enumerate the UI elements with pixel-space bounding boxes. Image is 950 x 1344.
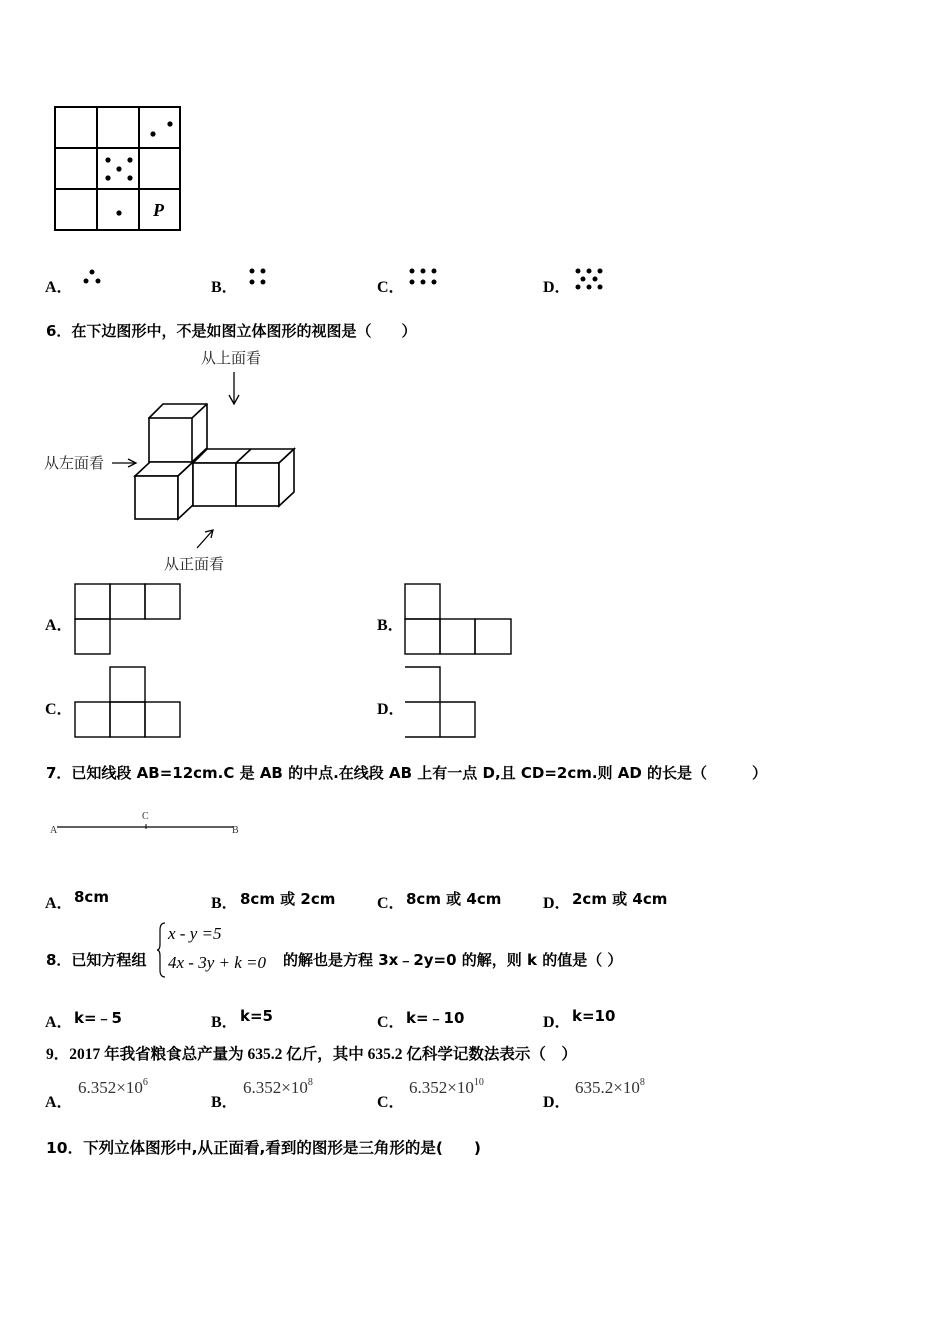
question-8-prefix: 8．已知方程组 — [46, 951, 147, 969]
label-from-top: 从上面看 — [201, 349, 262, 367]
view-figure-d — [404, 666, 480, 740]
option-letter: B． — [211, 1094, 238, 1111]
question-9-title: 9．2017 年我省粮食总产量为 635.2 亿斤，其中 635.2 亿科学记数法表示（ ） — [46, 1046, 577, 1063]
question-7-title: 7．已知线段 AB=12cm.C 是 AB 的中点.在线段 AB 上有一点 D,且 CD=2cm.则 AD 的长是（ ） — [46, 764, 768, 782]
option-letter: B． — [211, 1014, 238, 1031]
label-from-front: 从正面看 — [164, 555, 225, 573]
option-text: k=﹣5 — [74, 1009, 122, 1027]
option-exponent: 10 — [473, 1077, 484, 1088]
point-b-label: B — [232, 825, 239, 836]
option-letter: D． — [543, 895, 571, 912]
point-a-label: A — [50, 825, 58, 836]
view-figure-c — [74, 666, 184, 740]
option-value — [243, 1077, 313, 1098]
option-exponent: 8 — [307, 1077, 313, 1088]
question-6-title: 6．在下边图形中，不是如图立体图形的视图是（ ） — [46, 322, 417, 340]
option-letter: A． — [45, 279, 73, 296]
system-brace — [157, 922, 167, 978]
option-text: 8cm 或 4cm — [406, 890, 502, 908]
option-letter: A． — [45, 1094, 73, 1111]
segment-ab-figure — [55, 824, 237, 830]
option-value — [78, 1077, 148, 1098]
option-letter: D． — [377, 701, 405, 718]
label-from-left: 从左面看 — [44, 454, 105, 472]
option-letter: D． — [543, 279, 571, 296]
option-text: k=﹣10 — [406, 1009, 465, 1027]
option-letter: D． — [543, 1014, 571, 1031]
point-c-label: C — [142, 811, 149, 822]
option-text: k=5 — [240, 1007, 273, 1025]
option-letter: B． — [377, 617, 404, 634]
grid-p-label: P — [153, 200, 164, 220]
option-letter: C． — [377, 895, 405, 912]
question-10-title: 10．下列立体图形中,从正面看,看到的图形是三角形的是( ) — [46, 1139, 482, 1157]
option-exponent: 8 — [639, 1077, 645, 1088]
option-exponent: 6 — [142, 1077, 148, 1088]
option-letter: A． — [45, 1014, 73, 1031]
view-figure-a — [74, 583, 184, 657]
option-value — [409, 1077, 484, 1098]
option-base: 6.352×10 — [78, 1078, 143, 1097]
option-base: 6.352×10 — [243, 1078, 308, 1097]
cube-solid-figure — [0, 0, 950, 600]
option-letter: B． — [211, 279, 238, 296]
option-letter: C． — [45, 701, 73, 718]
option-letter: C． — [377, 1094, 405, 1111]
option-text: 2cm 或 4cm — [572, 890, 668, 908]
option-base: 6.352×10 — [409, 1078, 474, 1097]
question-8-suffix: 的解也是方程 3x﹣2y=0 的解，则 k 的值是（ ） — [283, 951, 623, 969]
option-letter: C． — [377, 279, 405, 296]
option-value — [575, 1077, 645, 1098]
view-figure-b — [404, 583, 516, 657]
option-letter: C． — [377, 1014, 405, 1031]
option-text: 8cm 或 2cm — [240, 890, 336, 908]
equation-2: 4x - 3y + k =0 — [168, 953, 266, 972]
option-text: k=10 — [572, 1007, 616, 1025]
option-base: 635.2×10 — [575, 1078, 640, 1097]
option-letter: B． — [211, 895, 238, 912]
option-text: 8cm — [74, 888, 109, 906]
option-letter: A． — [45, 617, 73, 634]
option-letter: D． — [543, 1094, 571, 1111]
option-letter: A． — [45, 895, 73, 912]
equation-1: x - y =5 — [168, 924, 222, 943]
